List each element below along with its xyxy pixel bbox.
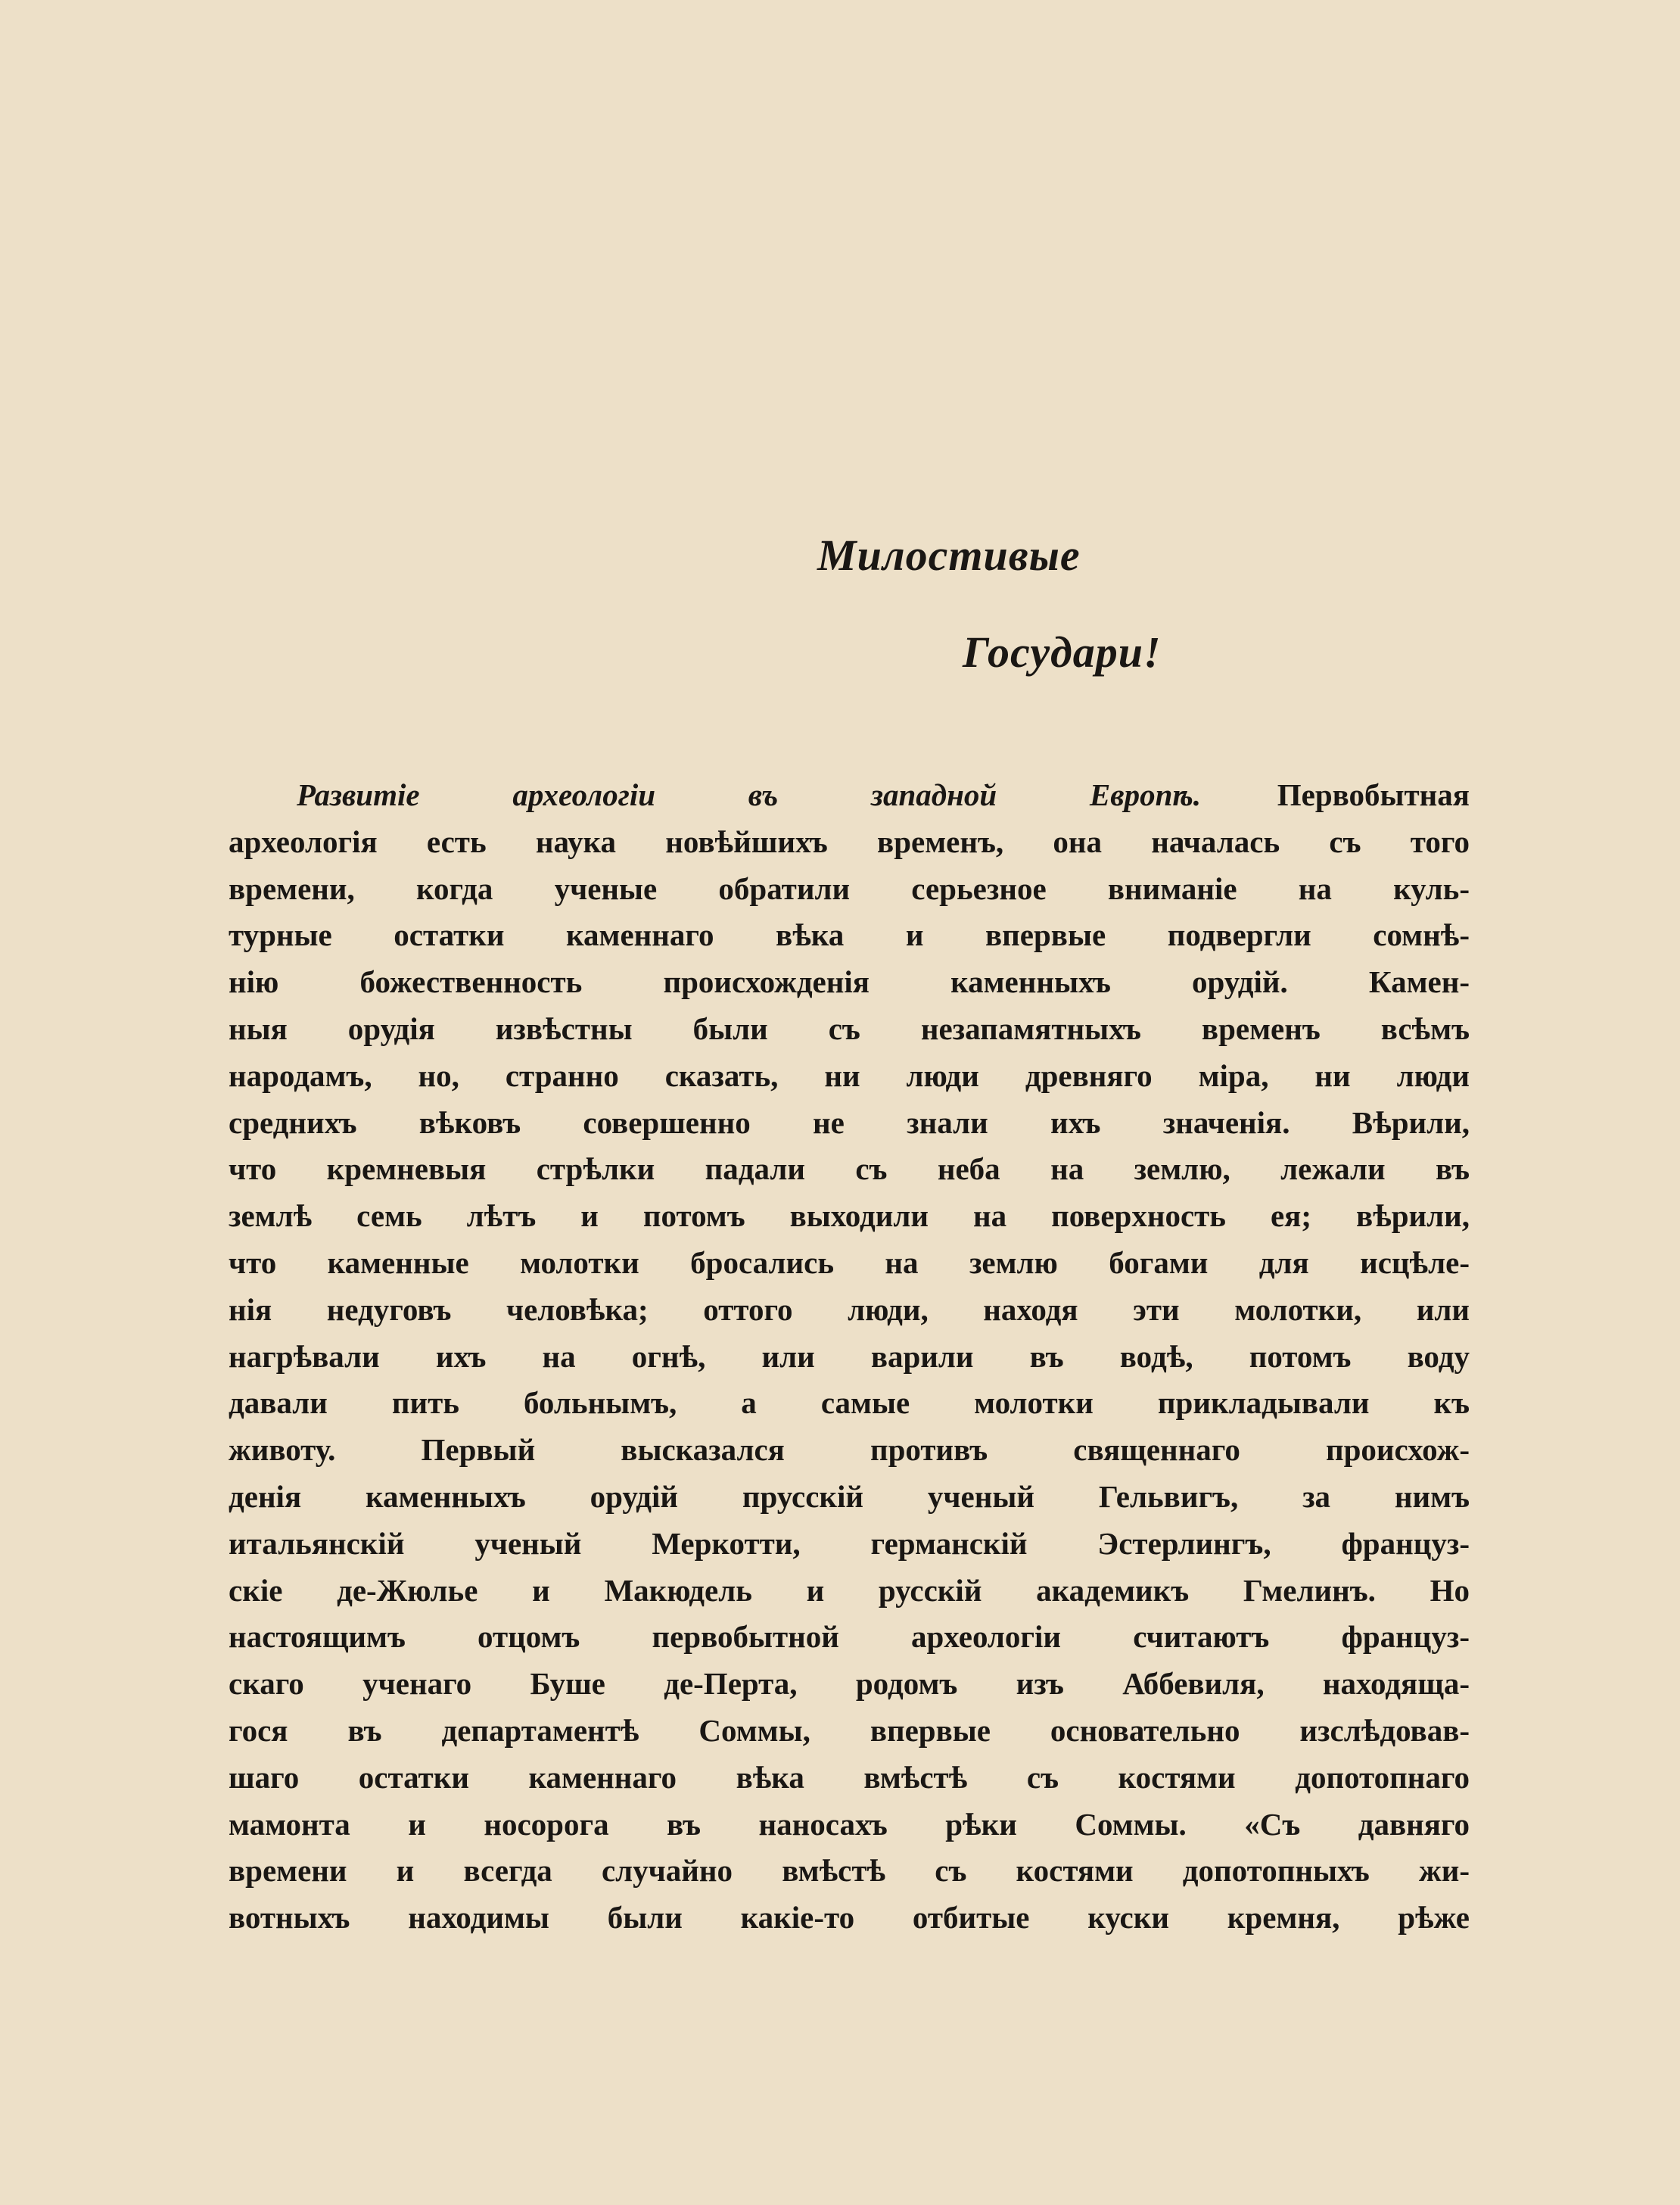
text-line: нію божественность происхожденія каменныхъ орудій. Камен- xyxy=(229,964,1470,1000)
text-line: что каменные молотки бросались на землю богами для исцѣле- xyxy=(229,1244,1470,1280)
text-line: нагрѣвали ихъ на огнѣ, или варили въ водѣ, потомъ воду xyxy=(229,1338,1470,1374)
text-line: скіе де-Жюлье и Макюдель и русскій академикъ Гмелинъ. Но xyxy=(229,1572,1470,1608)
text-line: ныя орудія извѣстны были съ незапамятныхъ временъ всѣмъ xyxy=(229,1011,1470,1046)
text-line: животу. Первый высказался противъ священнаго происхож- xyxy=(229,1432,1470,1468)
text-line: среднихъ вѣковъ совершенно не знали ихъ значенія. Вѣрили, xyxy=(229,1104,1470,1140)
text-line: давали пить больнымъ, а самые молотки прикладывали къ xyxy=(229,1385,1470,1421)
text-line: времени, когда ученые обратили серьезное вниманіе на куль- xyxy=(229,870,1470,906)
salutation-line-2: Государи! xyxy=(963,628,1162,677)
text-line: что кремневыя стрѣлки падали съ неба на землю, лежали въ xyxy=(229,1151,1470,1187)
text-line xyxy=(229,772,1470,819)
text-line: народамъ, но, странно сказать, ни люди древняго міра, ни люди xyxy=(229,1057,1470,1093)
text-line: шаго остатки каменнаго вѣка вмѣстѣ съ костями допотопнаго xyxy=(229,1759,1470,1795)
text-line-content: Первобытная xyxy=(1277,777,1470,812)
text-line: землѣ семь лѣтъ и потомъ выходили на поверхность ея; вѣрили, xyxy=(229,1198,1470,1234)
body-paragraph xyxy=(229,772,1470,1942)
text-line: турные остатки каменнаго вѣка и впервые подвергли сомнѣ- xyxy=(229,917,1470,953)
text-line: вотныхъ находимы были какіе-то отбитые куски кремня, рѣже xyxy=(229,1900,1470,1936)
text-line: археологія есть наука новѣйшихъ временъ, она началась съ того xyxy=(229,824,1470,859)
text-line: мамонта и носорога въ наносахъ рѣки Соммы. «Съ давняго xyxy=(229,1806,1470,1842)
text-line: скаго ученаго Буше де-Перта, родомъ изъ Аббевиля, находяща- xyxy=(229,1666,1470,1702)
text-line: нія недуговъ человѣка; оттого люди, находя эти молотки, или xyxy=(229,1291,1470,1327)
text-line: настоящимъ отцомъ первобытной археологіи считаютъ француз- xyxy=(229,1619,1470,1655)
text-line: денія каменныхъ орудій прусскій ученый Гельвигъ, за нимъ xyxy=(229,1478,1470,1514)
text-line: времени и всегда случайно вмѣстѣ съ костями допотопныхъ жи- xyxy=(229,1853,1470,1889)
text-line: итальянскій ученый Меркотти, германскій Эстерлингъ, француз- xyxy=(229,1525,1470,1561)
salutation-line-1: Милостивые xyxy=(817,531,1081,580)
text-line: гося въ департаментѣ Соммы, впервые основательно изслѣдовав- xyxy=(229,1712,1470,1748)
section-heading: Развитіе археологіи въ западной Европѣ. xyxy=(297,777,1201,812)
